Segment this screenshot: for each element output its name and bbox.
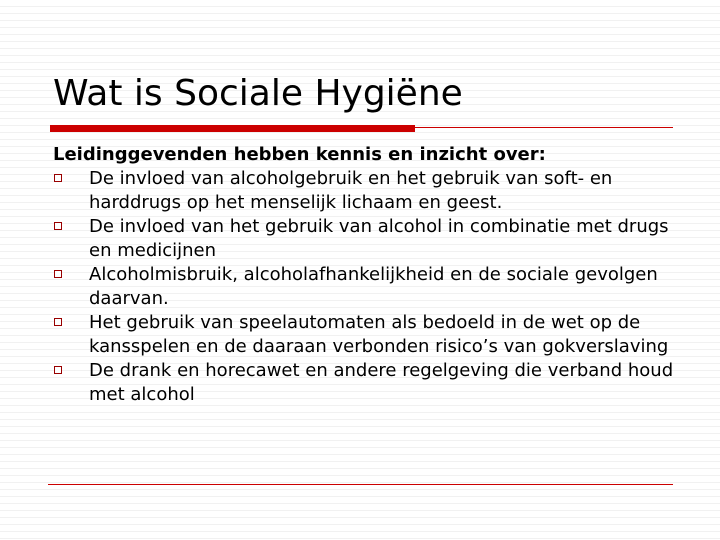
intro-text: Leidinggevenden hebben kennis en inzicht over: [53,144,546,165]
hollow-square-bullet-icon [54,174,62,182]
hollow-square-bullet-icon [54,222,62,230]
footer-divider [48,484,673,485]
hollow-square-bullet-icon [54,318,62,326]
slide-title: Wat is Sociale Hygiëne [53,73,463,114]
bullet-item [53,263,693,311]
bullet-item [53,215,693,263]
bullet-text: Alcoholmisbruik, alcoholafhankelijkheid en de sociale gevolgen daarvan. [89,264,658,309]
bullet-item [53,167,693,215]
bullet-text: De drank en horecawet en andere regelgeving die verband houd met alcohol [89,360,674,405]
hollow-square-bullet-icon [54,366,62,374]
slide-body [53,142,693,407]
bullet-text: Het gebruik van speelautomaten als bedoeld in de wet op de kansspelen en de daaraan verbonden risico’s van gokverslaving [89,312,669,357]
hollow-square-bullet-icon [54,270,62,278]
bullet-item [53,359,693,407]
bullet-list [53,167,693,407]
bullet-text: De invloed van het gebruik van alcohol in combinatie met drugs en medicijnen [89,216,669,261]
title-underline-thin [415,127,673,128]
bullet-item [53,311,693,359]
title-underline-thick [50,125,415,132]
bullet-text: De invloed van alcoholgebruik en het gebruik van soft- en harddrugs op het menselijk lichaam en geest. [89,168,613,213]
